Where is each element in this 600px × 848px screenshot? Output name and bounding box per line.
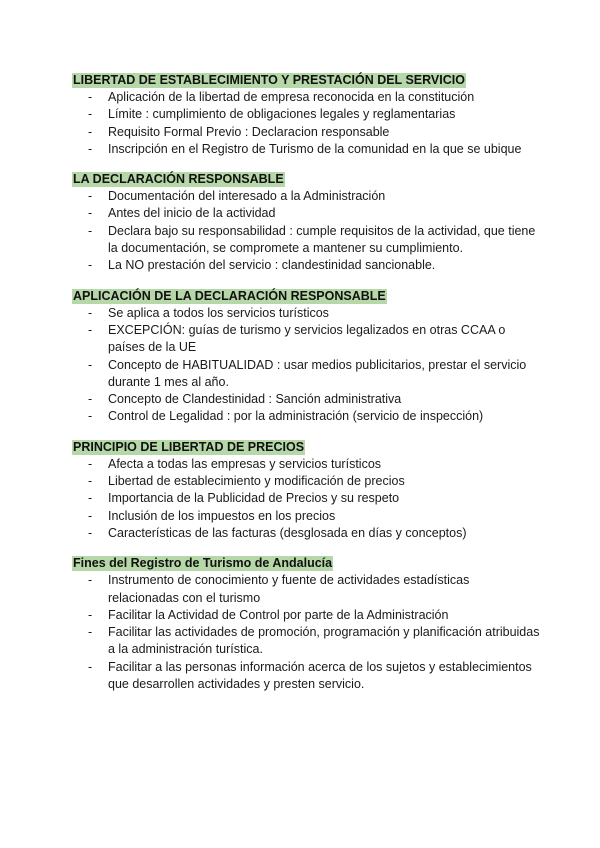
list-item <box>72 322 542 357</box>
bullet-list <box>72 305 542 426</box>
list-item <box>72 624 542 659</box>
list-item-text: Facilitar a las personas información acerca de los sujetos y establecimientos que desarrollen actividades y presten servicio. <box>108 659 532 692</box>
list-item-text: Requisito Formal Previo : Declaracion responsable <box>108 124 390 139</box>
list-item-text: Aplicación de la libertad de empresa reconocida en la constitución <box>108 90 475 104</box>
bullet-dash: - <box>88 659 93 674</box>
section-heading: PRINCIPIO DE LIBERTAD DE PRECIOS <box>73 439 305 454</box>
list-item <box>72 659 542 694</box>
bullet-dash: - <box>88 107 93 122</box>
bullet-dash: - <box>88 223 93 238</box>
list-item-text: Facilitar las actividades de promoción, programación y planificación atribuidas a la administración turística. <box>108 625 540 657</box>
list-item-text: Documentación del interesado a la Administración <box>108 189 386 204</box>
list-item <box>72 391 542 408</box>
list-item <box>72 205 542 222</box>
bullet-dash: - <box>88 189 93 204</box>
bullet-dash: - <box>88 90 93 104</box>
bullet-list <box>72 572 542 693</box>
list-item-text: Características de las facturas (desglosada en días y conceptos) <box>108 525 467 540</box>
list-item-text: Se aplica a todos los servicios turísticos <box>108 305 329 320</box>
bullet-dash: - <box>88 357 93 372</box>
list-item <box>72 305 542 322</box>
list-item-text: Inclusión de los impuestos en los precios <box>108 508 336 523</box>
list-item-text: Control de Legalidad : por la administración (servicio de inspección) <box>108 409 484 424</box>
section-heading: APLICACIÓN DE LA DECLARACIÓN RESPONSABLE <box>73 288 386 303</box>
list-item <box>72 572 542 607</box>
bullet-dash: - <box>88 409 93 424</box>
bullet-dash: - <box>88 525 93 540</box>
list-item-text: La NO prestación del servicio : clandestinidad sancionable. <box>108 258 436 273</box>
bullet-dash: - <box>88 474 93 489</box>
list-item <box>72 89 542 106</box>
document-page <box>72 71 542 693</box>
list-item-text: Importancia de la Publicidad de Precios y su respeto <box>108 491 400 506</box>
section-libertad-establecimiento <box>72 71 542 158</box>
list-item-text: Concepto de HABITUALIDAD : usar medios publicitarios, prestar el servicio durante 1 mes al año. <box>108 357 527 389</box>
list-item <box>72 473 542 490</box>
list-item <box>72 124 542 141</box>
list-item <box>72 141 542 158</box>
bullet-dash: - <box>88 124 93 139</box>
bullet-dash: - <box>88 206 93 221</box>
list-item <box>72 508 542 525</box>
bullet-dash: - <box>88 322 93 337</box>
bullet-dash: - <box>88 607 93 622</box>
section-aplicacion-declaracion <box>72 287 542 426</box>
bullet-dash: - <box>88 625 93 640</box>
bullet-dash: - <box>88 305 93 320</box>
section-fines-registro <box>72 554 542 693</box>
section-heading: LIBERTAD DE ESTABLECIMIENTO Y PRESTACIÓN DEL SERVICIO <box>73 73 465 87</box>
list-item-text: Inscripción en el Registro de Turismo de la comunidad en la que se ubique <box>108 141 522 156</box>
list-item <box>72 456 542 473</box>
section-heading: Fines del Registro de Turismo de Andalucía <box>73 556 333 571</box>
list-item <box>72 408 542 425</box>
bullet-dash: - <box>88 392 93 407</box>
bullet-list <box>72 188 542 274</box>
list-item <box>72 257 542 274</box>
bullet-dash: - <box>88 573 93 588</box>
bullet-dash: - <box>88 141 93 156</box>
bullet-dash: - <box>88 258 93 273</box>
list-item-text: Facilitar la Actividad de Control por parte de la Administración <box>108 607 449 622</box>
list-item <box>72 357 542 392</box>
bullet-list <box>72 456 542 542</box>
bullet-dash: - <box>88 491 93 506</box>
list-item-text: Libertad de establecimiento y modificación de precios <box>108 474 405 489</box>
list-item-text: EXCEPCIÓN: guías de turismo y servicios legalizados en otras CCAA o países de la UE <box>108 322 506 355</box>
bullet-dash: - <box>88 508 93 523</box>
list-item <box>72 525 542 542</box>
section-libertad-precios <box>72 438 542 542</box>
section-heading: LA DECLARACIÓN RESPONSABLE <box>73 172 284 187</box>
list-item <box>72 223 542 258</box>
list-item-text: Declara bajo su responsabilidad : cumple requisitos de la actividad, que tiene la documentación, se compromete a mantener su cumplimiento. <box>108 223 536 256</box>
list-item <box>72 490 542 507</box>
bullet-list <box>72 89 542 158</box>
section-declaracion-responsable <box>72 170 542 274</box>
list-item-text: Afecta a todas las empresas y servicios turísticos <box>108 456 382 471</box>
list-item <box>72 188 542 205</box>
list-item <box>72 607 542 624</box>
list-item <box>72 106 542 123</box>
list-item-text: Límite : cumplimiento de obligaciones legales y reglamentarias <box>108 107 456 122</box>
list-item-text: Concepto de Clandestinidad : Sanción administrativa <box>108 392 402 407</box>
list-item-text: Instrumento de conocimiento y fuente de actividades estadísticas relacionadas con el turismo <box>108 573 470 605</box>
bullet-dash: - <box>88 456 93 471</box>
list-item-text: Antes del inicio de la actividad <box>108 206 276 221</box>
